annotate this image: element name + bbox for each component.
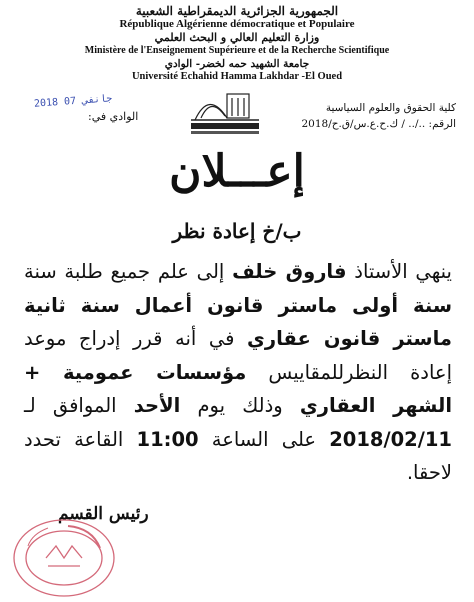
program-name: سنة أولى ماستر قانون أعمال سنة ثانية ماستر قانون عقاري	[24, 293, 453, 350]
body-text-5: الموافق لـ	[24, 394, 134, 417]
header-university-fr: Université Echahid Hamma Lakhdar -El Oued	[131, 71, 343, 82]
faculty-name: كلية الحقوق والعلوم السياسية	[325, 102, 456, 114]
header-ministry-ar: وزارة التعليم العالي و البحث العلمي	[154, 31, 320, 44]
exam-date: 2018/02/11	[329, 427, 452, 451]
body-text-6: على الساعة	[198, 427, 330, 451]
header-republic-fr: République Algérienne démocratique et Populaire	[119, 18, 355, 30]
date-stamp: 2018 07 جانفي	[33, 93, 113, 110]
body-text-7: القاعة تحدد لاحقا.	[24, 427, 452, 484]
date-label: الوادي في:	[88, 110, 139, 123]
exam-day: الأحد	[133, 394, 181, 417]
subjects-list: مؤسسات عمومية + الشهر العقاري	[24, 360, 453, 417]
reference-number: الرقم: ../.. / ك.ح.ع.س/ق.ح/2018	[301, 118, 456, 130]
header-republic-ar: الجمهورية الجزائرية الديمقراطية الشعبية	[135, 4, 339, 18]
announcement-body	[24, 255, 452, 490]
body-text-1: ينهي الأستاذ	[346, 260, 452, 283]
header-university-ar: جامعة الشهيد حمه لخضر- الوادي	[164, 58, 310, 70]
body-text-2: إلى علم جميع طلبة سنة	[24, 260, 233, 283]
announcement-subtitle: ب/خ إعادة نظر	[172, 219, 302, 243]
body-text-3: في أنه قرر إدراج موعد إعادة النظرللمقاييس	[24, 327, 452, 384]
announcement-title: إعـــلان	[169, 146, 305, 197]
professor-name: فاروق خلف	[232, 260, 347, 283]
university-logo	[181, 86, 269, 136]
exam-time: 11:00	[136, 427, 199, 451]
official-seal-stamp	[8, 512, 120, 598]
header-ministry-fr: Ministère de l'Enseignement Supérieure et de la Recherche Scientifique	[84, 45, 390, 56]
body-text-4: وذلك يوم	[180, 394, 300, 417]
department-head-title: رئيس القسم	[58, 504, 149, 524]
